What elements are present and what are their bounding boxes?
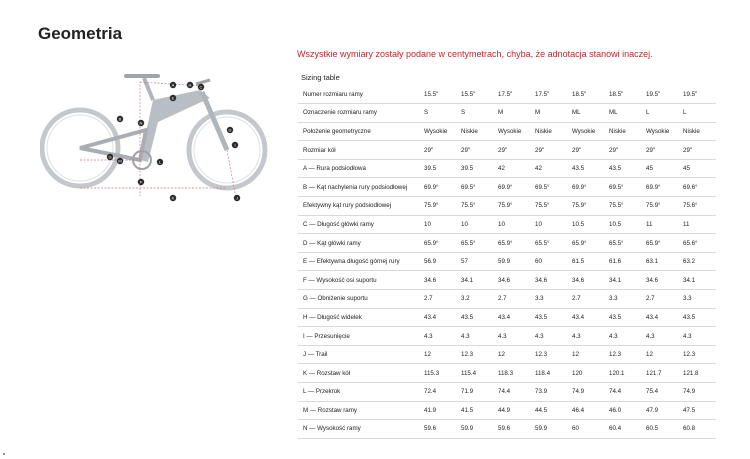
table-cell: 75.9°	[568, 197, 605, 216]
table-cell: 4.3	[494, 327, 531, 346]
table-row	[298, 104, 716, 123]
page-title: Geometria	[38, 24, 123, 43]
table-cell: 10	[531, 215, 568, 234]
table-cell: 120	[568, 364, 605, 383]
table-cell: 34.6	[494, 271, 531, 290]
table-cell: 34.6	[420, 271, 457, 290]
table-cell: 2.7	[568, 290, 605, 309]
table-cell: 69.5°	[531, 178, 568, 197]
table-cell: 11	[679, 215, 716, 234]
table-row	[298, 85, 716, 104]
table-cell: 60.8	[679, 420, 716, 439]
table-cell: 65.9°	[494, 234, 531, 253]
table-cell: 15.5"	[420, 85, 457, 104]
table-cell: 29"	[457, 141, 494, 160]
table-cell: 43.5	[568, 159, 605, 178]
table-cell: 69.6°	[679, 178, 716, 197]
table-cell: 4.3	[457, 327, 494, 346]
table-cell: 65.6°	[679, 234, 716, 253]
row-label: Numer rozmiaru ramy	[298, 85, 420, 104]
table-cell: 39.5	[457, 159, 494, 178]
table-cell: 29"	[642, 141, 679, 160]
table-cell: 59.9	[494, 252, 531, 271]
table-cell: 42	[531, 159, 568, 178]
sizing-table-title: Sizing table	[301, 73, 340, 82]
table-cell: 12	[420, 345, 457, 364]
table-cell: S	[420, 104, 457, 123]
table-cell: 17.5"	[531, 85, 568, 104]
row-label: D — Kąt główki ramy	[298, 234, 420, 253]
table-cell: 41.5	[457, 401, 494, 420]
table-row	[298, 159, 716, 178]
table-cell: 4.3	[568, 327, 605, 346]
table-cell: 44.5	[531, 401, 568, 420]
table-cell: 71.9	[457, 383, 494, 402]
table-row	[298, 178, 716, 197]
table-row	[298, 364, 716, 383]
table-cell: 63.1	[642, 252, 679, 271]
table-cell: 75.5°	[531, 197, 568, 216]
table-cell: 3.3	[531, 290, 568, 309]
table-row	[298, 215, 716, 234]
table-cell: 4.3	[642, 327, 679, 346]
table-cell: 39.5	[420, 159, 457, 178]
diagram-marker-label: C	[199, 84, 203, 90]
table-cell: 43.5	[605, 308, 642, 327]
table-cell: 63.2	[679, 252, 716, 271]
row-label: Rozmiar kół	[298, 141, 420, 160]
table-cell: 3.3	[679, 290, 716, 309]
table-cell: 29"	[679, 141, 716, 160]
table-cell: 4.3	[605, 327, 642, 346]
row-label: H — Długość widelek	[298, 308, 420, 327]
table-cell: 41.9	[420, 401, 457, 420]
table-cell: 29"	[568, 141, 605, 160]
table-cell: 12.3	[531, 345, 568, 364]
table-cell: 2.7	[420, 290, 457, 309]
table-row	[298, 308, 716, 327]
table-cell: Niskie	[457, 122, 494, 141]
table-cell: 12.3	[457, 345, 494, 364]
table-cell: 60.4	[605, 420, 642, 439]
table-row	[298, 271, 716, 290]
table-cell: 65.9°	[568, 234, 605, 253]
table-cell: 10	[420, 215, 457, 234]
table-cell: 12	[494, 345, 531, 364]
row-label: Oznaczenie rozmiaru ramy	[298, 104, 420, 123]
table-cell: 65.5°	[457, 234, 494, 253]
diagram-marker-label: H	[188, 82, 192, 88]
diagram-marker-label: G	[108, 154, 112, 160]
table-cell: ML	[605, 104, 642, 123]
diagram-markers	[107, 82, 240, 201]
table-cell: 4.3	[679, 327, 716, 346]
table-cell: 47.9	[642, 401, 679, 420]
row-label: Położenie geometryczne	[298, 122, 420, 141]
table-cell: 57	[457, 252, 494, 271]
geometry-table	[298, 85, 716, 439]
table-cell: Niskie	[531, 122, 568, 141]
table-row	[298, 420, 716, 439]
table-cell: 2.7	[642, 290, 679, 309]
handlebar	[196, 80, 210, 84]
table-cell: 46.0	[605, 401, 642, 420]
table-cell: Wysokie	[494, 122, 531, 141]
table-cell: 19.5"	[642, 85, 679, 104]
table-cell: 118.3	[494, 364, 531, 383]
table-cell: 18.5"	[605, 85, 642, 104]
seatpost	[144, 78, 153, 100]
diagram-marker-label: M	[118, 158, 122, 164]
table-cell: 74.9	[568, 383, 605, 402]
table-cell: 60	[568, 420, 605, 439]
table-cell: 29"	[494, 141, 531, 160]
table-cell: 69.5°	[457, 178, 494, 197]
table-cell: 74.4	[605, 383, 642, 402]
table-cell: 4.3	[531, 327, 568, 346]
table-cell: 65.9°	[420, 234, 457, 253]
diagram-marker-label: F	[139, 179, 143, 185]
table-cell: 10	[494, 215, 531, 234]
table-cell: Wysokie	[642, 122, 679, 141]
table-cell: 43.5	[605, 159, 642, 178]
table-cell: 115.3	[420, 364, 457, 383]
table-cell: 121.7	[642, 364, 679, 383]
table-cell: 59.9	[531, 420, 568, 439]
table-cell: 43.5	[457, 308, 494, 327]
table-cell: 74.9	[679, 383, 716, 402]
table-cell: 45	[679, 159, 716, 178]
table-cell: 34.6	[642, 271, 679, 290]
table-cell: 2.7	[494, 290, 531, 309]
row-label: J — Trail	[298, 345, 420, 364]
table-cell: 42	[494, 159, 531, 178]
table-cell: 69.9°	[494, 178, 531, 197]
table-cell: 73.9	[531, 383, 568, 402]
table-cell: 75.4	[642, 383, 679, 402]
bike-geometry-diagram	[40, 70, 275, 210]
diagram-marker-label: D	[228, 127, 232, 133]
table-cell: 61.6	[605, 252, 642, 271]
table-cell: 75.9°	[494, 197, 531, 216]
table-cell: 65.9°	[642, 234, 679, 253]
table-cell: 17.5"	[494, 85, 531, 104]
table-cell: Niskie	[605, 122, 642, 141]
table-cell: 10.5	[568, 215, 605, 234]
row-label: Efektywny kąt rury podsiodłowej	[298, 197, 420, 216]
table-cell: 45	[642, 159, 679, 178]
row-label: G — Obniżenie suportu	[298, 290, 420, 309]
table-cell: 12	[642, 345, 679, 364]
table-cell: 59.6	[494, 420, 531, 439]
table-cell: 43.4	[494, 308, 531, 327]
table-cell: 69.9°	[642, 178, 679, 197]
table-cell: 43.4	[420, 308, 457, 327]
table-cell: 29"	[531, 141, 568, 160]
table-cell: 60	[531, 252, 568, 271]
table-cell: 72.4	[420, 383, 457, 402]
row-label: F — Wysokość osi suportu	[298, 271, 420, 290]
table-cell: 34.6	[568, 271, 605, 290]
table-cell: 59.6	[420, 420, 457, 439]
measurement-notice: Wszystkie wymiary zostały podane w centymetrach, chyba, że adnotacja stanowi inaczej.	[297, 49, 653, 59]
table-cell: 34.1	[605, 271, 642, 290]
table-cell: 60.5	[642, 420, 679, 439]
table-cell: 12.3	[679, 345, 716, 364]
table-row	[298, 345, 716, 364]
diagram-marker-label: L	[158, 159, 162, 165]
diagram-marker-label: I	[234, 142, 236, 148]
table-cell: 43.5	[531, 308, 568, 327]
table-cell: 56.9	[420, 252, 457, 271]
table-row	[298, 141, 716, 160]
table-cell: 43.4	[642, 308, 679, 327]
table-cell: Niskie	[679, 122, 716, 141]
table-cell: 19.5"	[679, 85, 716, 104]
table-cell: M	[494, 104, 531, 123]
diagram-marker-label: A	[171, 82, 175, 88]
diagram-marker-label: K	[171, 195, 175, 201]
table-cell: 34.6	[531, 271, 568, 290]
table-cell: 47.5	[679, 401, 716, 420]
table-cell: 29"	[605, 141, 642, 160]
table-cell: 29"	[420, 141, 457, 160]
table-cell: 115.4	[457, 364, 494, 383]
table-cell: 11	[642, 215, 679, 234]
table-cell: 75.6°	[679, 197, 716, 216]
table-cell: ML	[568, 104, 605, 123]
table-cell: 69.5°	[605, 178, 642, 197]
table-row	[298, 252, 716, 271]
table-cell: 12.3	[605, 345, 642, 364]
row-label: I — Przesunięcie	[298, 327, 420, 346]
table-cell: 43.5	[679, 308, 716, 327]
table-cell: 44.9	[494, 401, 531, 420]
table-cell: 34.1	[679, 271, 716, 290]
row-label: A — Rura podsiodłowa	[298, 159, 420, 178]
corner-dot	[3, 453, 5, 455]
table-row	[298, 197, 716, 216]
row-label: B — Kąt nachylenia rury podsiodłowej	[298, 178, 420, 197]
table-cell: 43.4	[568, 308, 605, 327]
table-cell: 4.3	[420, 327, 457, 346]
table-cell: 69.9°	[568, 178, 605, 197]
table-row	[298, 122, 716, 141]
table-cell: 3.3	[605, 290, 642, 309]
table-cell: 65.5°	[531, 234, 568, 253]
table-cell: S	[457, 104, 494, 123]
table-cell: 75.9°	[642, 197, 679, 216]
table-cell: 120.1	[605, 364, 642, 383]
diagram-marker-label: B	[118, 116, 122, 122]
diagram-marker-label: J	[236, 195, 238, 201]
table-cell: 18.5"	[568, 85, 605, 104]
table-cell: 75.5°	[457, 197, 494, 216]
table-cell: L	[679, 104, 716, 123]
row-label: E — Efektywna długość górnej rury	[298, 252, 420, 271]
row-label: K — Rozstaw kół	[298, 364, 420, 383]
table-cell: 59.9	[457, 420, 494, 439]
table-cell: Wysokie	[420, 122, 457, 141]
table-cell: 12	[568, 345, 605, 364]
table-cell: 118.4	[531, 364, 568, 383]
table-cell: 74.4	[494, 383, 531, 402]
table-row	[298, 401, 716, 420]
table-row	[298, 327, 716, 346]
table-cell: L	[642, 104, 679, 123]
table-row	[298, 290, 716, 309]
table-cell: Wysokie	[568, 122, 605, 141]
table-cell: 75.9°	[420, 197, 457, 216]
table-row	[298, 234, 716, 253]
table-cell: M	[531, 104, 568, 123]
table-cell: 75.5°	[605, 197, 642, 216]
table-cell: 46.4	[568, 401, 605, 420]
table-cell: 121.8	[679, 364, 716, 383]
table-cell: 3.2	[457, 290, 494, 309]
diagram-marker-label: E	[171, 95, 175, 101]
table-cell: 10.5	[605, 215, 642, 234]
table-cell: 10	[457, 215, 494, 234]
table-cell: 65.5°	[605, 234, 642, 253]
table-cell: 34.1	[457, 271, 494, 290]
row-label: M — Rozstaw ramy	[298, 401, 420, 420]
diagram-marker-label: N	[139, 120, 143, 126]
row-label: L — Przekrok	[298, 383, 420, 402]
table-cell: 69.9°	[420, 178, 457, 197]
row-label: N — Wysokość ramy	[298, 420, 420, 439]
row-label: C — Długość główki ramy	[298, 215, 420, 234]
table-cell: 61.5	[568, 252, 605, 271]
table-row	[298, 383, 716, 402]
table-cell: 15.5"	[457, 85, 494, 104]
